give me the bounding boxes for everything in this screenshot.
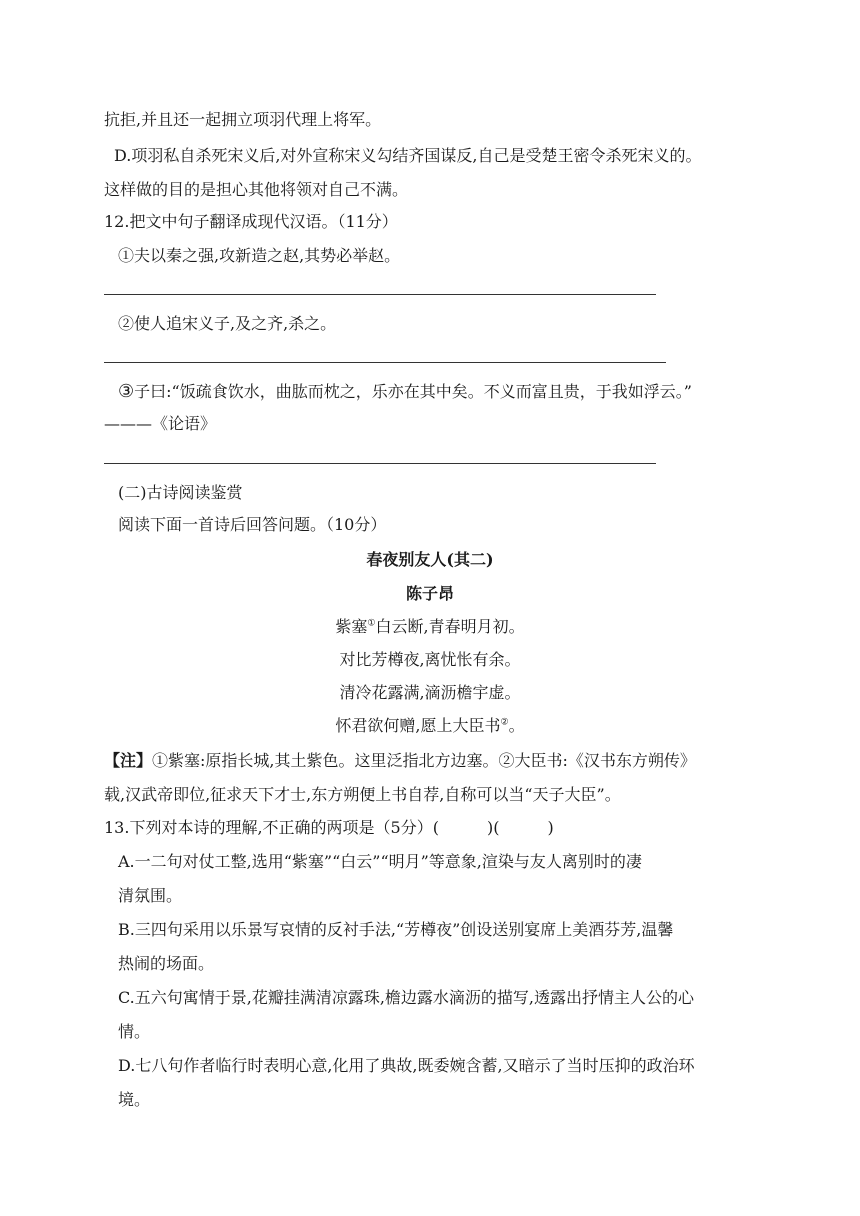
option-d-cont: 境。 xyxy=(118,1090,151,1109)
poem-title: 春夜别友人(其二) xyxy=(366,550,494,569)
poem-text: 怀君欲何赠,愿上大臣书 xyxy=(335,716,501,735)
item-text: 子曰:“饭疏食饮水，曲肱而枕之，乐亦在其中矣。不义而富且贵，于我如浮云。” xyxy=(134,382,692,401)
option-b: B.三四句采用以乐景写哀情的反衬手法,“芳樽夜”创设送别宴席上美酒芬芳,温馨 xyxy=(118,920,674,939)
answer-line xyxy=(104,463,656,464)
option-c: C.五六句寓情于景,花瓣挂满清凉露珠,檐边露水滴沥的描写,透露出抒情主人公的心 xyxy=(118,988,695,1007)
item-number: ③ xyxy=(118,381,135,402)
source-attribution: ———《论语》 xyxy=(104,414,217,433)
option-c-cont: 情。 xyxy=(118,1022,151,1041)
footnote-marker: ② xyxy=(500,717,509,728)
question-12-title: 12.把文中句子翻译成现代汉语。（11分） xyxy=(104,212,398,231)
poem-text: 紫塞 xyxy=(335,617,368,636)
answer-line xyxy=(104,294,656,295)
footnote-line-2: 载,汉武帝即位,征求天下才士,东方朔便上书自荐,自称可以当“天子大臣”。 xyxy=(104,785,621,804)
question-13-title: 13.下列对本诗的理解,不正确的两项是（5分）( )( ) xyxy=(104,818,554,837)
option-a: A.一二句对仗工整,选用“紫塞”“白云”“明月”等意象,渲染与友人离别时的凄 xyxy=(118,852,642,871)
text-line: 这样做的目的是担心其他将领对自己不满。 xyxy=(104,180,409,199)
text-line: 抗拒,并且还一起拥立项羽代理上将军。 xyxy=(104,110,382,129)
footnote-line-1 xyxy=(104,751,696,771)
instruction-text: 阅读下面一首诗后回答问题。（10分） xyxy=(118,515,387,534)
translation-item-3 xyxy=(118,382,692,402)
footnote-text: ①紫塞:原指长城,其土紫色。这里泛指北方边塞。②大臣书:《汉书东方朔传》 xyxy=(152,751,696,770)
answer-line xyxy=(104,362,666,363)
poem-line-4 xyxy=(0,716,860,736)
poem-text: 白云断,青春明月初。 xyxy=(375,617,525,636)
footnote-heading: 【注】 xyxy=(104,751,153,770)
section-heading: (二)古诗阅读鉴赏 xyxy=(118,483,243,502)
translation-item-1: ①夫以秦之强,攻新造之赵,其势必举赵。 xyxy=(118,246,401,265)
poem-line-1 xyxy=(0,617,860,637)
footnote-marker: ① xyxy=(367,618,376,629)
translation-item-2: ②使人追宋义子,及之齐,杀之。 xyxy=(118,314,337,333)
poem-text: 。 xyxy=(508,716,525,735)
poem-line-2: 对比芳樽夜,离忧怅有余。 xyxy=(339,650,521,669)
option-d-line: D.项羽私自杀死宋义后,对外宣称宋义勾结齐国谋反,自己是受楚王密令杀死宋义的。 xyxy=(114,146,702,165)
poem-author: 陈子昂 xyxy=(405,584,454,603)
option-a-cont: 清氛围。 xyxy=(118,886,183,905)
option-b-cont: 热闹的场面。 xyxy=(118,954,215,973)
option-d: D.七八句作者临行时表明心意,化用了典故,既委婉含蓄,又暗示了当时压抑的政治环 xyxy=(118,1056,695,1075)
poem-line-3: 清冷花露满,滴沥檐宇虚。 xyxy=(339,683,521,702)
